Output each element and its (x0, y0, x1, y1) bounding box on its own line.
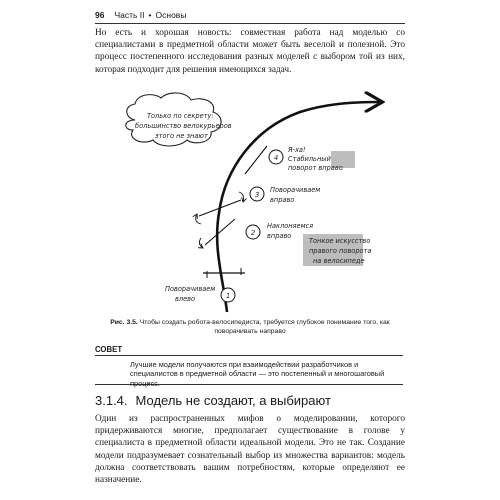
step1-number: 1 (226, 292, 231, 300)
chapter-label: Основы (155, 10, 187, 20)
step4-number: 4 (274, 154, 279, 162)
caption-text: Чтобы создать робота-велосипедиста, требуется глубокое понимание того, как поворачивать направо (139, 319, 390, 335)
note-line-1: Тонкое искусство (309, 237, 371, 245)
header-rule (95, 23, 405, 24)
cloud-line-2: большинство велокурьеров (135, 122, 232, 130)
step3-line-1: Поворачиваем (270, 186, 321, 194)
tip-text: Лучшие модели получаются при взаимодействии разработчиков и специалистов в предметной области — это постепенный и многошаговый процесс. (130, 360, 385, 388)
step4-line-1: Я-ха! (288, 146, 306, 154)
section-number: 3.1.4. (95, 393, 128, 408)
figure-bicycle-turn (95, 88, 405, 314)
header-bullet: • (148, 10, 152, 20)
tip-box (95, 355, 403, 388)
caption-label: Рис. 3.5. (110, 319, 138, 326)
tip-title: СОВЕТ (95, 345, 123, 354)
step1-line-1: Поворачиваем (165, 285, 216, 293)
section-title: Модель не создают, а выбирают (135, 393, 331, 408)
section-heading (95, 393, 331, 408)
cloud-line-3: этого не знают (155, 132, 208, 140)
bicycle-path-diagram (95, 88, 405, 314)
figure-caption (95, 318, 405, 336)
intro-paragraph: Но есть и хорошая новость: совместная работа над моделью со специалистами в предметной области может быть веселой и полезной. Это процесс постепенного исследования разных моделей с выбором той из них, которая подходит для решения имеющихся задач. (95, 28, 405, 75)
step1-line-2: влево (175, 295, 196, 303)
step2-number: 2 (251, 229, 256, 237)
running-header (95, 8, 405, 22)
step4-handlebar (245, 146, 267, 174)
note-line-2: правого поворота (309, 247, 372, 255)
step2-lean (205, 219, 235, 245)
step2-line-2: вправо (267, 232, 292, 240)
note-line-3: на велосипеде (313, 257, 365, 265)
step3-number: 3 (255, 191, 260, 199)
body-paragraph: Один из распространенных мифов о моделировании, которого придерживаются многие, предполагает существование в голове у специалиста в предметной области идеальной модели. Это не так. Создание модели подразумевает сознательный выбор из множества вариантов: модель должна соответствовать вашим потребностям, которые определяют ее назначение. (95, 414, 405, 486)
step3-line-2: вправо (270, 196, 295, 204)
bicycle-path-curve (217, 102, 380, 312)
page-number: 96 (95, 10, 105, 20)
step4-line-2: Стабильный (288, 155, 331, 163)
part-label: Часть II (114, 10, 145, 20)
cloud-line-1: Только по секрету: (147, 112, 214, 120)
step2-line-1: Наклоняемся (267, 222, 314, 230)
step4-line-3: поворот вправо (288, 164, 343, 172)
